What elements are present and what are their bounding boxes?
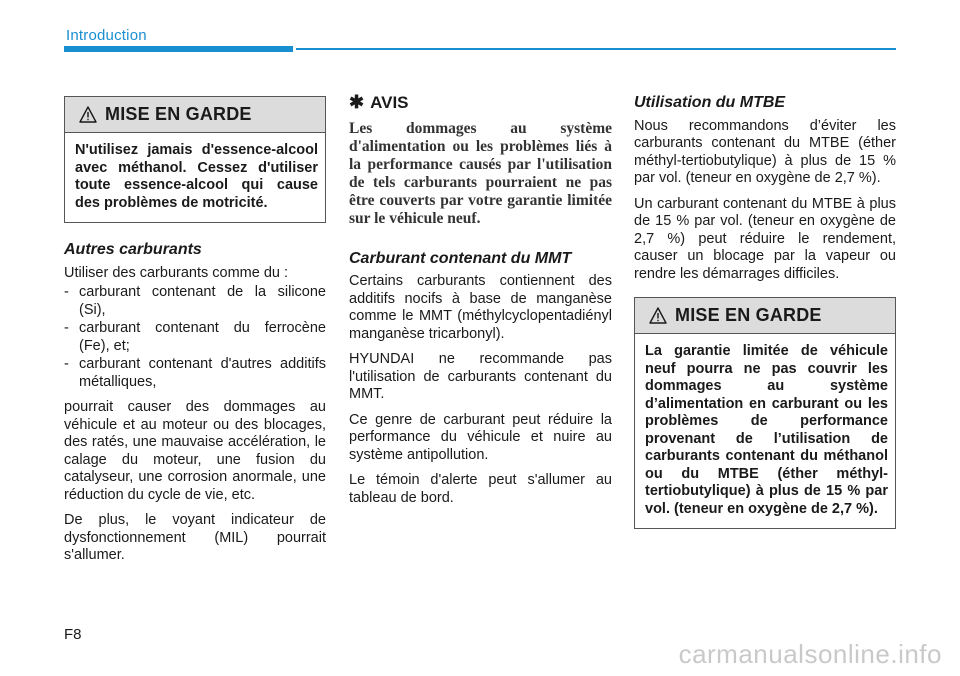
warning-box-warranty xyxy=(634,297,896,529)
paragraph-mmt-1: Certains carburants contiennent des additifs nocifs à base de manganèse comme le MMT (méthylcyclopentadiényl manganèse tricarbonyl). xyxy=(349,273,612,342)
section-title: Introduction xyxy=(66,27,147,44)
warning-box-methanol xyxy=(64,96,326,223)
header-rule xyxy=(296,48,896,50)
warning-triangle-icon xyxy=(79,106,97,123)
list-dash: - xyxy=(64,320,69,336)
paragraph-intro: Utiliser des carburants comme du : xyxy=(64,264,289,281)
warning-text: N'utilisez jamais d'essence-alcool avec méthanol. Cessez d'utiliser toute essence-alcool qui cause des problèmes de motricité. xyxy=(75,142,318,211)
list-item-text: carburant contenant d'autres additifs métalliques, xyxy=(79,356,326,390)
column-left xyxy=(64,96,326,573)
list-dash: - xyxy=(64,356,69,372)
paragraph-mmt-4: Le témoin d'alerte peut s'allumer au tableau de bord. xyxy=(349,472,612,506)
paragraph-mtbe-2: Un carburant contenant du MTBE à plus de 15 % par vol. (teneur en oxygène de 2,7 %) peut réduire le rendement, causer un blocage par la vapeur ou rendre les démarrages difficiles. xyxy=(634,195,896,282)
list-dash: - xyxy=(64,284,69,300)
warning-title: MISE EN GARDE xyxy=(675,304,822,325)
fuel-additives-list xyxy=(64,284,326,391)
warning-header xyxy=(65,97,325,133)
warning-triangle-icon xyxy=(649,307,667,324)
heading-mtbe: Utilisation du MTBE xyxy=(634,94,786,111)
list-item-text: carburant contenant du ferrocène (Fe), et; xyxy=(79,320,326,354)
warning-text: La garantie limitée de véhicule neuf pourra ne pas couvrir les dommages au système d’alimentation en carburant ou les problèmes de performance provenant de l’utilisation de carburants contenant du méthanol ou du MTBE (éther méthyl-tertiobutylique) à plus de 15 % par vol. (teneur en oxygène de 2,7 %). xyxy=(645,343,888,517)
paragraph-damages: pourrait causer des dommages au véhicule et au moteur ou des blocages, des ratés, une mauvaise accélération, le calage du moteur, une fusion du catalyseur, une corrosion anormale, une réduction du cycle de vie, etc. xyxy=(64,399,326,503)
paragraph-mtbe-1: Nous recommandons d’éviter les carburants contenant du MTBE (éther méthyl-tertiobutylique) à plus de 15 % par vol. (teneur en oxygène de 2,7 %). xyxy=(634,117,896,186)
paragraph-mil: De plus, le voyant indicateur de dysfonctionnement (MIL) pourrait s'allumer. xyxy=(64,512,326,563)
avis-text: Les dommages au système d'alimentation ou les problèmes liés à la performance causés par l'utilisation de tels carburants pourraient ne pas être couverts par votre garantie limitée sur le véhicule neuf. xyxy=(349,119,612,227)
heading-mmt: Carburant contenant du MMT xyxy=(349,249,572,267)
avis-header xyxy=(349,94,612,112)
list-item xyxy=(64,320,326,355)
avis-star-icon: ✱ xyxy=(349,92,365,112)
header-accent-bar xyxy=(64,46,293,52)
list-item xyxy=(64,284,326,319)
page-number: F8 xyxy=(64,626,82,643)
list-item xyxy=(64,356,326,391)
watermark: carmanualsonline.info xyxy=(678,639,942,669)
warning-header xyxy=(635,298,895,334)
paragraph-mmt-3: Ce genre de carburant peut réduire la performance du véhicule et nuire au système antipollution. xyxy=(349,411,612,463)
heading-autres-carburants: Autres carburants xyxy=(64,241,202,258)
column-right xyxy=(634,94,896,529)
column-middle xyxy=(349,94,612,515)
paragraph-mmt-2: HYUNDAI ne recommande pas l'utilisation de carburants contenant du MMT. xyxy=(349,351,612,402)
list-item-text: carburant contenant de la silicone (Si), xyxy=(79,284,326,318)
warning-title: MISE EN GARDE xyxy=(105,103,252,124)
avis-title: AVIS xyxy=(370,93,409,112)
